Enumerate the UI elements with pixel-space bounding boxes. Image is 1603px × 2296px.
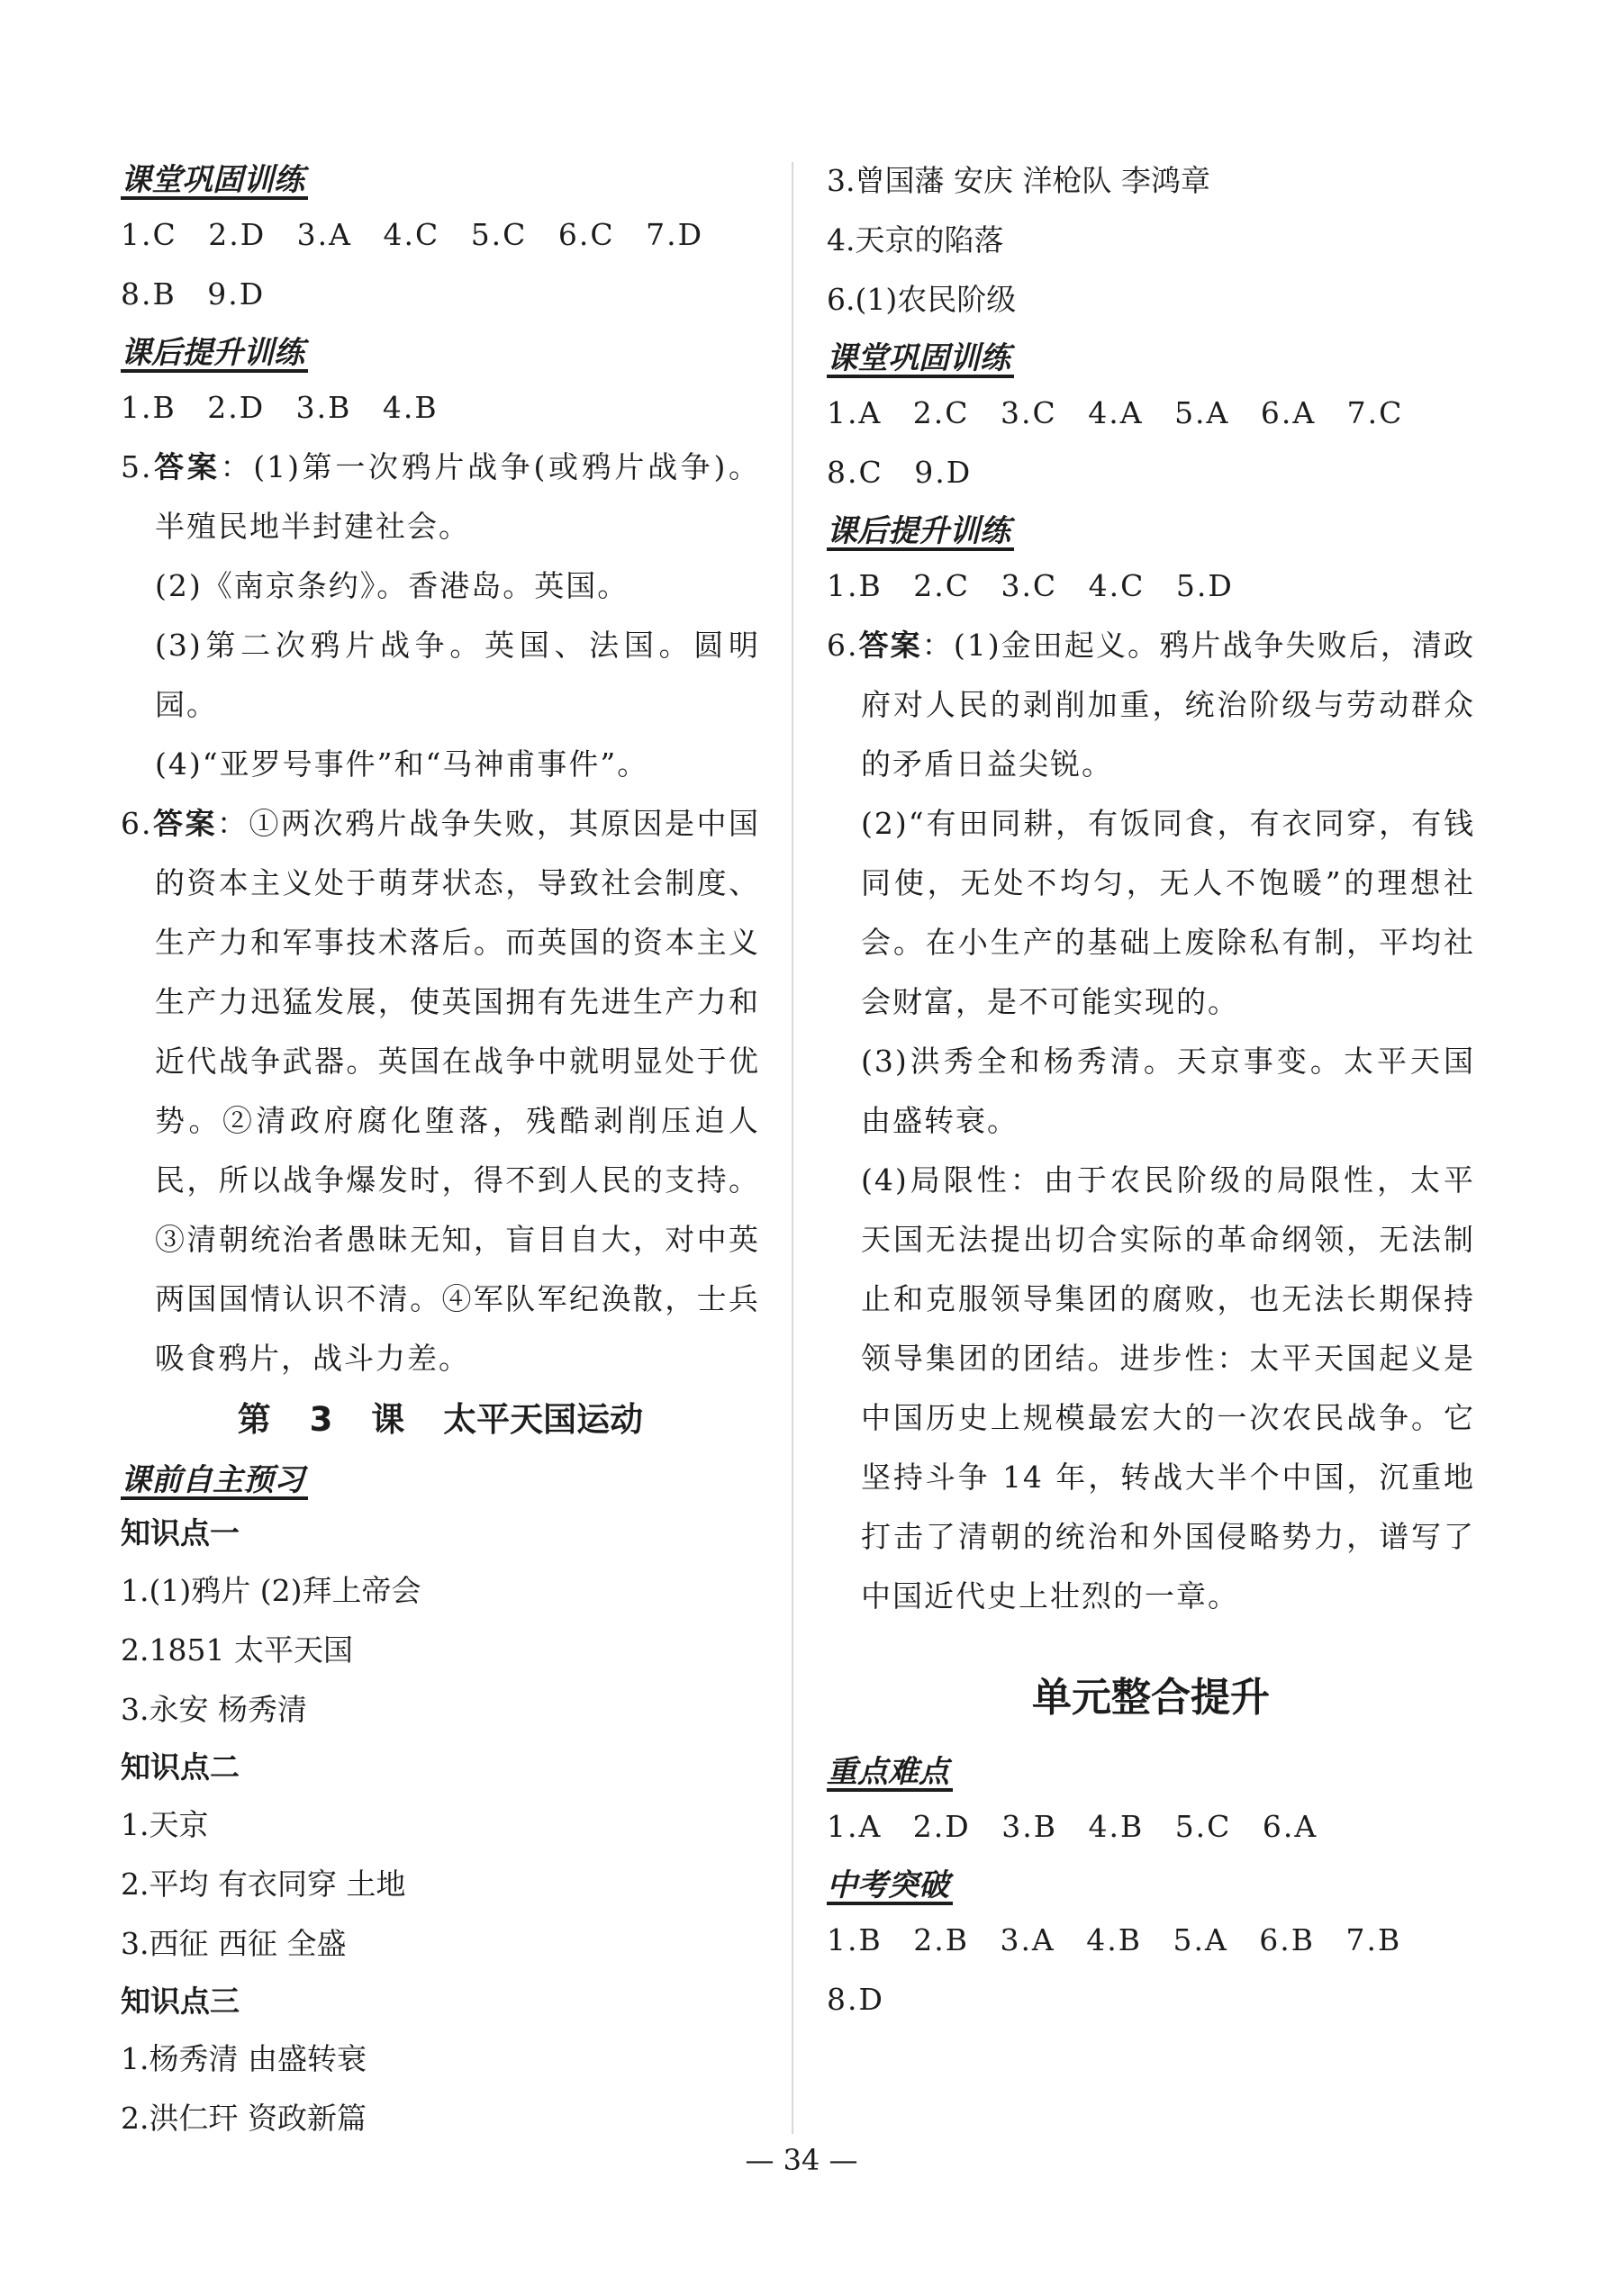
answer-line: 1.杨秀清 由盛转衰 <box>121 2041 367 2076</box>
lesson-title: 第 3 课 太平天国运动 <box>237 1400 644 1439</box>
answer-label: 答案 <box>152 449 221 484</box>
answer-line: 1.B 2.D 3.B 4.B <box>121 390 439 425</box>
question-5-answer <box>121 438 760 556</box>
section-title: 课堂巩固训练 <box>121 155 308 200</box>
answer-line: 2.洪仁玕 资政新篇 <box>121 2101 367 2136</box>
answer-line: 8.B 9.D <box>121 276 266 312</box>
question-number: 5. <box>121 449 153 484</box>
section-title: 课后提升训练 <box>827 506 1014 551</box>
unit-title: 单元整合提升 <box>1032 1675 1270 1721</box>
answer-line: 1.A 2.C 3.C 4.A 5.A 6.A 7.C <box>827 395 1404 430</box>
column-divider <box>792 162 793 2134</box>
answer-line: 2.平均 有衣同穿 土地 <box>121 1867 406 1902</box>
question-6-answer <box>827 616 1475 794</box>
answer-line: 3.永安 杨秀清 <box>121 1692 307 1727</box>
answer-line: 2.1851 太平天国 <box>121 1632 353 1668</box>
answer-line: 1.A 2.D 3.B 4.B 5.C 6.A <box>827 1809 1318 1844</box>
answer-paragraph: (4)局限性：由于农民阶级的局限性，太平天国无法提出切合实际的革命纲领，无法制止和克服领导集团的腐败，也无法长期保持领导集团的团结。进步性：太平天国起义是中国历史上规模最宏大的一次农民战争。它坚持斗争 14 年，转战大半个中国，沉重地打击了清朝的统治和外国侵略势力，谱写了中国近代史上壮烈的一章。 <box>861 1162 1475 1614</box>
answer-line: 6.(1)农民阶级 <box>827 282 1017 317</box>
answer-line: 1.(1)鸦片 (2)拜上帝会 <box>121 1573 421 1608</box>
answer-line: 1.C 2.D 3.A 4.C 5.C 6.C 7.D <box>121 217 704 252</box>
page-number: — 34 — <box>745 2143 858 2177</box>
question-number: 6. <box>121 806 153 841</box>
answer-paragraph: (3)洪秀全和杨秀清。天京事变。太平天国由盛转衰。 <box>861 1044 1475 1138</box>
answer-label: 答案 <box>858 628 922 663</box>
answer-line: 4.天京的陷落 <box>827 222 1004 258</box>
knowledge-point-heading: 知识点二 <box>121 1749 240 1785</box>
question-6-answer <box>121 794 760 1388</box>
section-title: 中考突破 <box>827 1860 953 1905</box>
answer-text: ：(1)第一次鸦片战争(或鸦片战争)。半殖民地半封建社会。 <box>155 449 761 544</box>
answer-line: 1.B 2.C 3.C 4.C 5.D <box>827 568 1234 603</box>
left-column <box>121 151 760 2148</box>
answer-paragraph: (4)“亚罗号事件”和“马神甫事件”。 <box>155 746 649 782</box>
section-title: 课堂巩固训练 <box>827 333 1014 378</box>
answer-line: 1.B 2.B 3.A 4.B 5.A 6.B 7.B <box>827 1922 1402 1957</box>
answer-paragraph: (2)《南京条约》。香港岛。英国。 <box>155 568 629 603</box>
section-title: 课后提升训练 <box>121 328 308 373</box>
answer-paragraph: (3)第二次鸦片战争。英国、法国。圆明园。 <box>155 628 760 722</box>
answer-line: 8.D <box>827 1982 884 2017</box>
answer-text: ：①两次鸦片战争失败，其原因是中国的资本主义处于萌芽状态，导致社会制度、生产力和军事技术落后。而英国的资本主义生产力迅猛发展，使英国拥有先进生产力和近代战争武器。英国在战争中就明显处于优势。②清政府腐化堕落，残酷剥削压迫人民，所以战争爆发时，得不到人民的支持。③清朝统治者愚昧无知，盲目自大，对中英两国国情认识不清。④军队军纪涣散，士兵吸食鸦片，战斗力差。 <box>155 806 760 1376</box>
answer-line: 3.西征 西征 全盛 <box>121 1926 347 1961</box>
right-column <box>827 151 1475 2029</box>
answer-label: 答案 <box>152 806 217 841</box>
section-title: 重点难点 <box>827 1747 953 1792</box>
knowledge-point-heading: 知识点一 <box>121 1515 240 1550</box>
answer-line: 3.曾国藩 安庆 洋枪队 李鸿章 <box>827 163 1210 198</box>
answer-line: 1.天京 <box>121 1807 209 1842</box>
answer-text: ：(1)金田起义。鸦片战争失败后，清政府对人民的剥削加重，统治阶级与劳动群众的矛盾日益尖锐。 <box>861 628 1475 782</box>
question-number: 6. <box>827 628 859 663</box>
answer-paragraph: (2)“有田同耕，有饭同食，有衣同穿，有钱同使，无处不均匀，无人不饱暖”的理想社会。在小生产的基础上废除私有制，平均社会财富，是不可能实现的。 <box>861 806 1475 1019</box>
section-title: 课前自主预习 <box>121 1455 308 1500</box>
knowledge-point-heading: 知识点三 <box>121 1984 240 2019</box>
answer-line: 8.C 9.D <box>827 455 973 490</box>
